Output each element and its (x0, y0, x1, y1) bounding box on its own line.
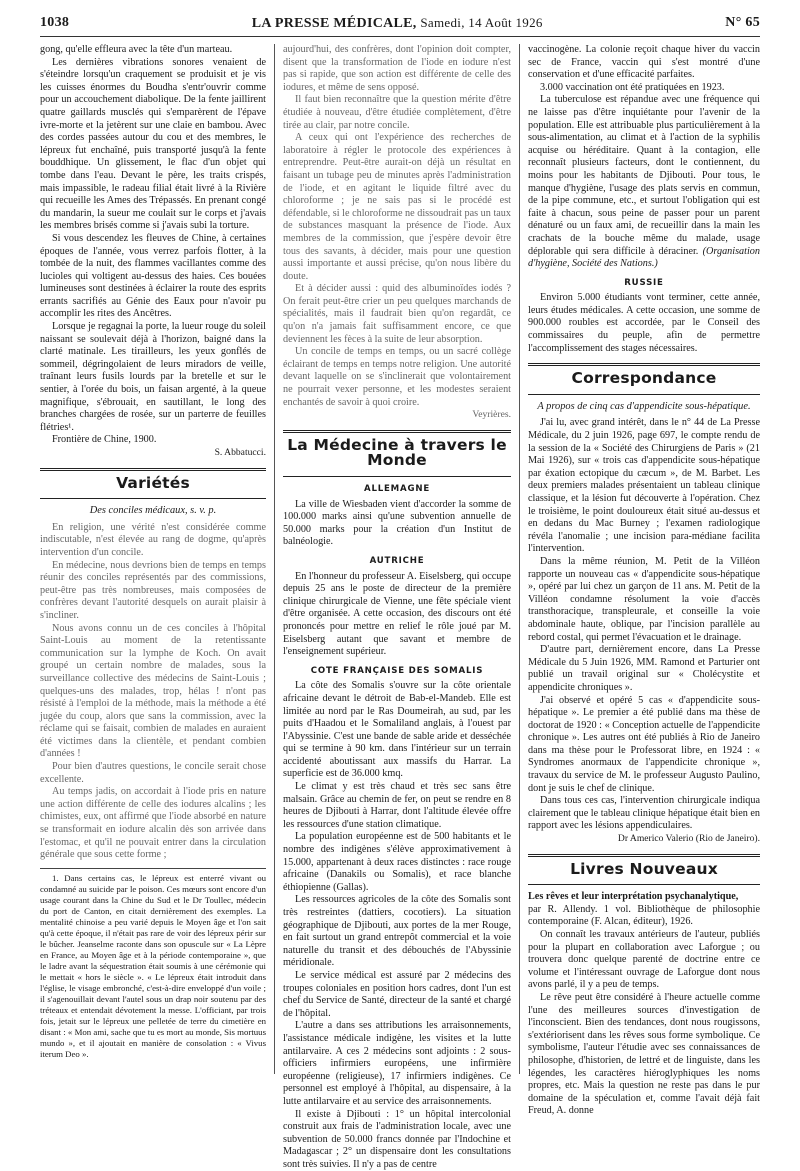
place-date: Frontière de Chine, 1900. (40, 434, 266, 447)
paragraph: Et à décider aussi : quid des albuminoïdes iodés ? On ferait peut-être crier un peu quelques marchands de spécialités, mais il faudrait bien qu'on regardât, ce qu'on n'a jamais fait suffisamment encore, ce que deviennent les fèces à la suite de leur absorption. (283, 283, 511, 346)
paragraph: D'autre part, dernièrement encore, dans La Presse Médicale du 5 Juin 1926, MM. Ramond et Parturier ont publié un travail original sur « Cholécystite et appendicite chroniques ». (528, 644, 760, 694)
header-rule (40, 36, 760, 37)
paragraph: Le rêve peut être considéré à l'heure actuelle comme l'une des meilleures sources d'investigation de l'inconscient. Bien des tendances, dont nous rougissons, s'extériorisent dans les rêves sous forme symbolique. Ce symbolisme, l'auteur l'étudie avec ses connaissances de philosophe, d'historien, de lettré et de linguiste, dans les légendes, les caractères hiéroglyphiques les noms propres, etc. Mais la question ne reste pas dans le pur domaine de la spéculation et, comme l'avait déjà fait Freud, A. donne (528, 992, 760, 1118)
country-heading: COTE FRANÇAISE DES SOMALIS (283, 665, 511, 678)
journal-title (69, 15, 725, 32)
paragraph: En l'honneur du professeur A. Eiselsberg, qui occupe depuis 25 ans le poste de directeur de la première clinique chirurgicale de Vienne, une fête spéciale vient d'être organisée. A cette occasion, des discours ont été prononcés pour mettre en relief le rôle joué par M. Eiselsberg autant que savant et membre de l'enseignement supérieur. (283, 571, 511, 659)
paragraph: J'ai lu, avec grand intérêt, dans le n° 44 de La Presse Médicale, du 2 juin 1926, page 697, le compte rendu de la session de la « Société des Chirurgiens de Paris » (21 Mai 1926), sur « trois cas d'appendicite sous-hépatique par éxation ectopique du cæcum », de M. Barbet. Les deux premiers malades présentaient un tableau clinique classique, et la lésion fut découverte à l'opération. Chez le troisième, le point douloureux était situé au-dessus et en dedans du Mac Burney ; l'examen radiologique révéla l'anomalie ; une incision para-médiane facilita l'intervention. (528, 417, 760, 556)
paragraph: Un concile de temps en temps, ou un sacré collège éclairant de temps en temps notre religion. Une autorité devant laquelle on se s'inclinerait que volontairement ne pourrait vexer personne, et les modestes seraient enchantés de savoir à quoi croire. (283, 346, 511, 409)
section-heading-varietes (40, 468, 266, 500)
paragraph: Dans tous ces cas, l'intervention chirurgicale indiqua clairement que le tableau clinique hépatique était bien en rapport avec les lésions appendiculaires. (528, 795, 760, 833)
column-2 (283, 44, 511, 1074)
paragraph: Il existe à Djibouti : 1° un hôpital intercolonial construit aux frais de l'administration locale, avec une subvention de 50.000 francs donnée par l'Indochine et Madagascar ; 2° un dispensaire dont les consultations sont très suivies. Il n'y a pas de centre (283, 1109, 511, 1171)
running-head (40, 12, 760, 34)
column-1 (40, 44, 266, 1074)
book-reference: par R. Allendy. 1 vol. Bibliothèque de philosophie contemporaine (F. Alcan, éditeur), 1926. (528, 904, 760, 929)
signature: Dr Americo Valerio (Rio de Janeiro). (528, 833, 760, 846)
paragraph: Lorsque je regagnai la porte, la lueur rouge du soleil naissant se soulevait déjà à l'horizon, baigné dans la clarté matinale. Les tirailleurs, les yeux gonflés de sommeil, dégringolaient de leurs miradors de veille, traînant leurs fusils lourds par la bretelle et sur le sentier, à l'orée du bois, un faisan argenté, à la queue magnifique, s'ébrouait, en sautillant, le long des branches chargées de rosée, sur un parterre de feuilles flétries¹. (40, 321, 266, 434)
paragraph: Les ressources agricoles de la côte des Somalis sont très restreintes (dattiers, cocotiers). La situation géographique de Djibouti, aux portes de la mer Rouge, en fait surtout un grand entrepôt commercial et la voie naturelle du transit et des débouchés de l'Abyssinie méridionale. (283, 894, 511, 970)
section-heading-monde (283, 430, 511, 477)
paragraph: Au temps jadis, on accordait à l'iode pris en nature une action différente de celle des iodures alcalins ; les chimistes, eux, ont affirmé que l'iode absorbé en nature se transformait en iodure alcalin dès son arrivée dans l'estomac, et qu'il ne pouvait entrer dans la circulation générale que sous cette forme ; (40, 786, 266, 862)
paragraph: A ceux qui ont l'expérience des recherches de laboratoire à régler le protocole des expériences à entreprendre. Peut-être aurait-on déjà un résultat en faisant un tubage peu de minutes après l'administration de l'iode, et en agitant le liquide filtré avec du chloroforme ; je ne sais pas si le procédé est défendable, si le chloroforme ne dissoudrait pas un taux de substances masquant la présence de l'iode. Aux membres de la commission, que j'espère devoir être tous des savants, à décider, mais pour une question aussi importante et aussi précise, qu'on nous libère du doute. (283, 132, 511, 283)
paragraph-text: La tuberculose est répandue avec une fréquence qui ne laisse pas d'être inquiétante pour l'avenir de la population. Elle est attribuable plus particulièrement à la sous-alimentation, au climat et à l'action de la syphilis acquise ou héréditaire. Quant à la contagion, elle reconnaît plusieurs facteurs, dont le contiennent, du moins pour les habitants de Djibouti. Pour tous, le manque d'hygiène, l'usage des plats servis en commun, de la pipe commune, etc., et surtout l'obligation qui est faite à chacun, sous peine de passer pour un parent dénaturé ou un faux ami, de recueillir dans la main les crachats de la bouche même du malade, usage déplorable qui sera difficile à déraciner. (528, 94, 760, 256)
country-heading: RUSSIE (528, 277, 760, 290)
issue-date: Samedi, 14 Août 1926 (420, 15, 542, 30)
paragraph: La côte des Somalis s'ouvre sur la côte orientale africaine devant le détroit de Bab-el-Mandeb. Elle est limitée au nord par le Ras Doumeirah, au sud, par les puits d'Haadou et le Somaliland anglais, à l'ouest par l'Abyssinie. C'est une bande de sable aride et desséchée qui se termine à 90 km. dans l'intérieur sur un terrain accidenté aboutissant aux massifs du Harrar. La superficie est de 36.000 kmq. (283, 680, 511, 781)
paragraph: Nous avons connu un de ces conciles à l'hôpital Saint-Louis au moment de la retentissante communication sur la lymphe de Koch. On avait groupé un certain nombre de malades, sous la surveillance collective des médecins de Saint-Louis ; quelques-uns des malades, trop, hélas ! n'ont pas résisté à l'emploi de la méthode, mais la méthode a été jugée du coup, alors que sans la commission, avec la réclame qui se faisait, combien de malades en auraient été victimes dans la clientèle, et pendant combien d'années ! (40, 623, 266, 762)
journal-name: LA PRESSE MÉDICALE, (252, 16, 417, 31)
section-title: La Médecine à travers le Monde (287, 436, 507, 470)
article-title: A propos de cinq cas d'appendicite sous-hépatique. (528, 401, 760, 414)
paragraph: Le climat y est très chaud et très sec sans être malsain. Grâce au chemin de fer, on peut se rendre en 8 heures de Djibouti à Harrar, dont l'altitude élevée offre les ressources d'une station climatique. (283, 781, 511, 831)
section-title: Variétés (116, 474, 190, 492)
column-3 (528, 44, 760, 1074)
paragraph: aujourd'hui, des confrères, dont l'opinion doit compter, disent que la transformation de l'iode en iodure n'est pas si rapide, que son action est différente de celle des iodures, et même de sens opposé. (283, 44, 511, 94)
paragraph: Pour bien d'autres questions, le concile serait chose excellente. (40, 761, 266, 786)
signature: Veyrières. (283, 409, 511, 422)
paragraph: 3.000 vaccination ont été pratiquées en 1923. (528, 82, 760, 95)
paragraph: Dans la même réunion, M. Petit de la Villéon rapporte un nouveau cas « d'appendicite sous-hépatique », opéré par lui chez un garçon de 11 ans. M. Petit de la Villéon condamne résolument la voie d'accès transthoracique, transpleurale, et conseille la voie abdominale haute, oblique, par l'incision parallèle au rebord costal, qui permet l'évacuation et le drainage. (528, 556, 760, 644)
paragraph: En médecine, nous devrions bien de temps en temps réunir des conciles représentés par des commissions, peut-être pas très nombreuses, mais composées de confrères devant l'autorité desquels on aurait plaisir à s'incliner. (40, 560, 266, 623)
section-heading-correspondance (528, 363, 760, 395)
section-heading-livres (528, 854, 760, 886)
paragraph: On connaît les travaux antérieurs de l'auteur, publiés pour la plupart en collaboration avec Laforgue ; ou trouvera donc quelque parenté de doctrine entre ce volume et l'intéressant ouvrage de Laforgue dont nous avons parlé, il y a peu de temps. (528, 929, 760, 992)
paragraph: L'autre a dans ses attributions les arraisonnements, l'assistance médicale indigène, les visites et la lutte antilarvaire. A ces 2 médecins sont adjoints : 2 sous-officiers infirmiers européens, une infirmière européenne (religieuse), 17 infirmiers indigènes. Ce personnel est employé à l'hôpital, au dispensaire, à la lutte antilarvaire et au service des arraisonnements. (283, 1020, 511, 1108)
paragraph: Environ 5.000 étudiants vont terminer, cette année, leurs études médicales. A cette occasion, une somme de 900.000 roubles est accordée, par le Conseil des commissaires du peuple, afin de permettre l'accomplissement des stages nécessaires. (528, 292, 760, 355)
section-title: Correspondance (572, 369, 717, 387)
paragraph: Il faut bien reconnaître que la question mérite d'être étudiée à nouveau, d'être étudiée complètement, d'être tirée au clair, par notre concile. (283, 94, 511, 132)
column-divider (519, 44, 520, 1074)
paragraph: En religion, une vérité n'est considérée comme indiscutable, n'est élevée au rang de dogme, qu'après intervention d'un concile. (40, 522, 266, 560)
book-title: Les rêves et leur interprétation psychanalytique, (528, 891, 760, 904)
footnote-rule (40, 868, 266, 869)
country-heading: ALLEMAGNE (283, 483, 511, 496)
paragraph: gong, qu'elle effleura avec la tête d'un marteau. (40, 44, 266, 57)
paragraph: La population européenne est de 500 habitants et le nombre des indigènes s'élève approximativement à 15.000, appartenant à deux races distinctes : race rouge africaine (Danakils ou Somalis), et race blanche éthiopienne (Gallas). (283, 831, 511, 894)
country-heading: AUTRICHE (283, 555, 511, 568)
paragraph: Si vous descendez les fleuves de Chine, à certaines époques de l'année, vous verrez parfois flotter, à la tombée de la nuit, des flammes vacillantes comme des lucioles qui voltigent au-dessus des haies. Ces bouées lumineuses sont destinées à éclairer la route des esprits errants sacrifiés au Génie des Eaux pour n'avoir pu accomplir les rites des Ancêtres. (40, 233, 266, 321)
paragraph: J'ai observé et opéré 5 cas « d'appendicite sous-hépatique ». Le premier a été publié dans ma thèse de doctorat de 1920 : « Conception actuelle de l'appendicite chronique ». Les autres ont été publiés à Rio de Janeiro dans ma thèse pour le Professorat libre, en 1924 : « Syndromes anormaux de l'appendicite chronique », travaux du service de M. le professeur Augusto Paulino, dont je suis le chef de clinique. (528, 695, 760, 796)
paragraph: Les dernières vibrations sonores venaient de s'éteindre lorsqu'un craquement se produisit et je vis les cuisses énormes du Boudha s'entr'ouvrir comme pour un accouchement diabolique. De la fente jaillirent quatre gaillards musclés qui s'emparèrent de l'épave ivre-morte et la jetèrent sur une claie en bambou. Avec des cordes passées autour du cou et des membres, le lépreux fut enchaîné, puis transporté jusqu'à la fente bouddhique. Un glissement, le flac d'un objet qui tombe dans l'eau. Devant le père, les traits crispés, mais impassible, le radeau filial était livré à la Rivière qui recueille les Ames des Trépassés. En prenant congé du mandarin, la sueur me coulait sur le corps et j'avais les membres brisés comme si j'avais subi la torture. (40, 57, 266, 233)
page-number: 1038 (40, 15, 69, 31)
issue-number: N° 65 (725, 15, 760, 31)
signature: S. Abbatucci. (40, 447, 266, 460)
section-title: Livres Nouveaux (570, 860, 718, 878)
paragraph: La ville de Wiesbaden vient d'accorder la somme de 100.000 marks ainsi qu'une subvention annuelle de 50.000 marks pour la création d'un Institut de balnéologie. (283, 499, 511, 549)
article-title: Des conciles médicaux, s. v. p. (40, 505, 266, 518)
source-citation: (Organisation d'hygiène, Société des Nations.) (528, 246, 760, 270)
paragraph (528, 94, 760, 270)
paragraph: Le service médical est assuré par 2 médecins des troupes coloniales en position hors cadres, dont l'un est chef du Service de Santé, directeur de la santé et chargé de l'hôpital. (283, 970, 511, 1020)
column-divider (274, 44, 275, 1074)
footnote: 1. Dans certains cas, le lépreux est enterré vivant ou condamné au suicide par le poison. Ces mœurs sont encore d'un usage courant dans la Chine du Sud et le Dr Toullec, médecin du port de Canton, en citait dernièrement des exemples. La mentalité chinoise a peu varié depuis le Moyen âge et l'on sait qu'à cette époque, il n'était pas rare de voir des lépreux périr sur le bûcher. Jeanselme raconte dans son opuscule sur « La Lèpre en France, au Moyen âge et à la période contemporaine », que le ladre avant la séquestration était soumis à une cérémonie qui le mettait « hors le siècle ». « Le lépreux était introduit dans l'église, le visage embronché, c'est-à-dire enveloppé d'un voile ; il s'agenouillait devant l'autel sous un drap noir soutenu par des tréteaux et entendait dévotement la messe. L'officiant, par trois fois, jetait sur le lépreux une pelletée de terre du cimetière en disant : « Mon ami, sache que tu es mort au monde, Sis mortuus mundo », et il ajoutait en manière de consolation : « Vivus iterum Deo ». (40, 873, 266, 1060)
paragraph: vaccinogène. La colonie reçoit chaque hiver du vaccin sec de France, vaccin qui s'est montré d'une conservation et d'une efficacité parfaites. (528, 44, 760, 82)
